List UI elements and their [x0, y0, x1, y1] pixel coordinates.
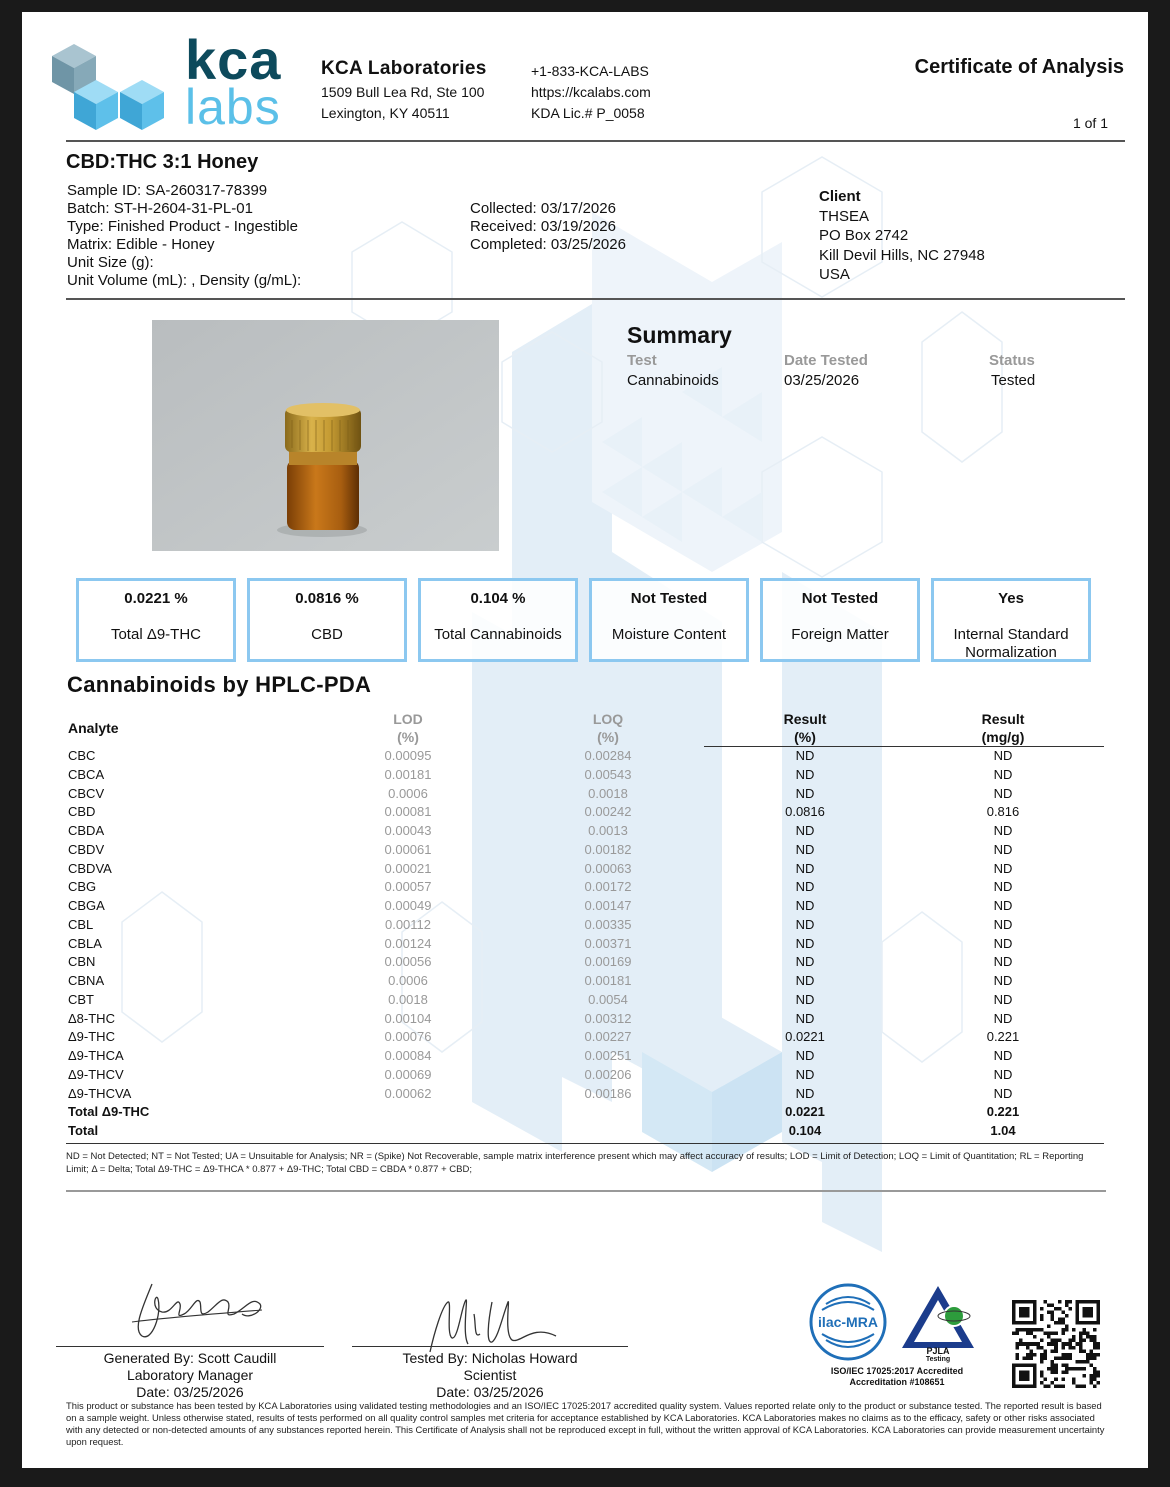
accreditation-number: Accreditation #108651: [849, 1377, 945, 1387]
cbd-box: [247, 578, 407, 662]
result-pct-cell: ND: [795, 1010, 815, 1026]
client-label: Client: [819, 188, 861, 205]
total-cannabinoids-label: Total Cannabinoids: [434, 626, 562, 643]
logo-kca-text: kca: [185, 28, 282, 91]
loq-cell: 0.00172: [584, 879, 632, 895]
lod-cell: 0.00021: [384, 860, 432, 876]
lod-cell: 0.00062: [384, 1085, 432, 1101]
table-row: [68, 879, 1104, 898]
table-bottom-rule: [66, 1143, 1104, 1144]
client-name: THSEA: [819, 207, 870, 225]
result-mg-cell: ND: [993, 1048, 1013, 1063]
analyte-cell: CBN: [68, 954, 96, 970]
table-row: [68, 917, 1104, 936]
product-photo: [152, 320, 499, 551]
table-row: [68, 936, 1104, 955]
lod-cell: 0.00112: [384, 916, 432, 932]
result-pct-cell: ND: [795, 841, 815, 857]
sample-dates: [470, 200, 626, 254]
loq-cell: 0.00335: [584, 916, 632, 932]
result-mg-cell: ND: [993, 879, 1013, 895]
loq-cell: 0.00182: [584, 841, 632, 857]
lod-cell: 0.00181: [384, 766, 432, 782]
table-row: [68, 842, 1104, 861]
lod-cell: 0.00124: [384, 935, 432, 951]
lod-cell: 0.0006: [388, 973, 428, 988]
lod-cell: 0.00057: [384, 879, 432, 895]
normalization-value: Yes: [998, 590, 1024, 607]
loq-cell: 0.00371: [584, 935, 632, 951]
loq-cell: 0.0054: [588, 991, 628, 1007]
normalization-box: [931, 578, 1091, 662]
cbd-label: CBD: [311, 626, 343, 643]
summary-col-status: Status: [989, 352, 1035, 369]
loq-cell: 0.0013: [588, 823, 628, 838]
sig1-date: Date: 03/25/2026: [136, 1384, 244, 1400]
analyte-cell: CBDV: [68, 841, 105, 857]
loq-cell: 0.00169: [584, 954, 632, 970]
coa-page: [22, 12, 1148, 1468]
loq-cell: 0.00312: [584, 1010, 632, 1026]
result-pct-cell: ND: [795, 823, 815, 838]
lod-cell: 0.00104: [384, 1010, 432, 1026]
sig2-date: Date: 03/25/2026: [436, 1384, 544, 1400]
lod-cell: 0.00061: [384, 841, 432, 857]
th-result-pct: [750, 710, 860, 746]
analyte-cell: Δ8-THC: [68, 1010, 115, 1026]
completed-date: Completed: 03/25/2026: [470, 236, 626, 253]
result-mg-cell: 0.816: [986, 804, 1020, 820]
result-pct-cell: ND: [795, 898, 815, 913]
table-row: [68, 1011, 1104, 1030]
lab-address-line1: 1509 Bull Lea Rd, Ste 100: [321, 84, 485, 100]
analyte-cell: Δ9-THCA: [68, 1048, 124, 1063]
result-mg-cell: ND: [993, 954, 1013, 970]
result-pct-cell: 0.0816: [785, 804, 825, 820]
table-footnote: ND = Not Detected; NT = Not Tested; UA = Unsuitable for Analysis; NR = (Spike) Not Recoverable, sample matrix interference present which may affect accuracy of results; LOD = Limit of Detection; LOQ = Limit of Quantitation; RL = Reporting Limit; Δ = Delta; Total Δ9-THC = Δ9-THCA * 0.877 + Δ9-THC; Total CBD = CBDA * 0.877 + CBD;: [66, 1151, 1084, 1175]
pjla-testing-text: Testing: [925, 1356, 951, 1363]
th-lod: [358, 710, 458, 746]
sample-id: Sample ID: SA-260317-78399: [67, 182, 268, 199]
lod-cell: 0.00069: [384, 1066, 432, 1082]
result-mg-cell: ND: [993, 785, 1013, 801]
received-date: Received: 03/19/2026: [470, 218, 616, 235]
logo-labs-text: labs: [185, 79, 281, 135]
product-name: CBD:THC 3:1 Honey: [66, 151, 259, 173]
moisture-label: Moisture Content: [611, 626, 727, 643]
table-row: [68, 1086, 1104, 1105]
summary-date: 03/25/2026: [784, 372, 860, 389]
analyte-cell: CBD: [68, 804, 96, 820]
lod-cell: 0.00076: [384, 1029, 432, 1045]
footnote-divider: [66, 1190, 1106, 1192]
lab-license: KDA Lic.# P_0058: [531, 105, 645, 121]
lod-cell: 0.0018: [388, 991, 428, 1007]
analyte-cell: CBLA: [68, 935, 102, 951]
ilac-text: ilac-MRA: [818, 1314, 878, 1330]
summary-title: Summary: [627, 322, 732, 348]
sig2-block: [352, 1350, 628, 1401]
total-analyte-cell: Total: [68, 1123, 99, 1138]
analyte-cell: Δ9-THCV: [68, 1066, 124, 1082]
summary-col-date: Date Tested: [784, 352, 868, 369]
table-row: [68, 954, 1104, 973]
pjla-text: PJLA: [926, 1346, 950, 1356]
th-lod-unit: (%): [397, 729, 419, 745]
moisture-value: Not Tested: [630, 590, 708, 607]
result-mg-cell: ND: [993, 1066, 1013, 1082]
result-mg-cell: ND: [993, 991, 1013, 1007]
signature-scott-caudill: [122, 1274, 272, 1346]
client-block: [819, 187, 985, 285]
sig1-line: [56, 1346, 324, 1347]
lod-cell: 0.00081: [384, 804, 432, 820]
collected-date: Collected: 03/17/2026: [470, 200, 616, 217]
table-row: [68, 973, 1104, 992]
qr-code-icon[interactable]: [1012, 1300, 1100, 1388]
total-row: [68, 1104, 1104, 1123]
th-result-pct-unit: (%): [794, 729, 816, 745]
iso-accreditation: [812, 1366, 982, 1388]
analyte-cell: CBDA: [68, 823, 105, 838]
table-row: [68, 823, 1104, 842]
unit-size: Unit Size (g):: [67, 254, 154, 271]
kca-cubes-logo-icon: [50, 36, 170, 136]
analyte-cell: CBT: [68, 991, 94, 1007]
loq-cell: 0.00284: [584, 748, 632, 763]
product-details: [67, 182, 301, 290]
lab-address-line2: Lexington, KY 40511: [321, 105, 450, 121]
result-pct-cell: ND: [795, 935, 815, 951]
sig2-title: Scientist: [463, 1367, 517, 1383]
sig2-name: Tested By: Nicholas Howard: [402, 1350, 578, 1366]
analyte-cell: CBCA: [68, 766, 105, 782]
result-pct-cell: ND: [795, 973, 815, 988]
header-divider: [66, 140, 1125, 142]
total-row: [68, 1123, 1104, 1142]
loq-cell: 0.00251: [584, 1048, 632, 1063]
table-row: [68, 1048, 1104, 1067]
result-mg-cell: 0.221: [986, 1029, 1020, 1045]
loq-cell: 0.00206: [584, 1066, 632, 1082]
sample-type: Type: Finished Product - Ingestible: [67, 218, 298, 235]
lod-cell: 0.0006: [388, 785, 428, 801]
result-pct-cell: ND: [795, 766, 815, 782]
client-address-line1: PO Box 2742: [819, 227, 909, 244]
th-result-mg: [948, 710, 1058, 746]
iso-text: ISO/IEC 17025:2017 Accredited: [830, 1366, 964, 1376]
analyte-cell: CBC: [68, 748, 96, 763]
result-mg-cell: ND: [993, 766, 1013, 782]
result-pct-cell: ND: [795, 1085, 815, 1101]
analyte-cell: Δ9-THCVA: [68, 1085, 132, 1101]
th-result-mg-label: Result: [981, 711, 1025, 727]
result-pct-cell: ND: [795, 991, 815, 1007]
total-cannabinoids-value: 0.104 %: [470, 590, 526, 607]
normalization-label: Internal Standard Normalization: [953, 626, 1069, 661]
result-pct-cell: ND: [795, 785, 815, 801]
table-row: [68, 767, 1104, 786]
foreign-matter-value: Not Tested: [801, 590, 879, 607]
table-row: [68, 1067, 1104, 1086]
lod-cell: 0.00049: [384, 898, 432, 913]
pjla-logo-icon: [900, 1284, 976, 1350]
th-analyte: Analyte: [68, 720, 119, 736]
th-result-mg-unit: (mg/g): [981, 729, 1025, 745]
moisture-box: [589, 578, 749, 662]
result-mg-cell: ND: [993, 916, 1013, 932]
batch: Batch: ST-H-2604-31-PL-01: [67, 200, 253, 217]
loq-cell: 0.00242: [584, 804, 632, 820]
th-loq-label: LOQ: [592, 711, 624, 727]
analyte-cell: CBNA: [68, 973, 105, 988]
disclaimer-text: This product or substance has been tested by KCA Laboratories using validated testing methodologies and an ISO/IEC 17025:2017 accredited quality system. Values reported relate only to the product or substance tested. The reported result is based on a sample weight. Unless otherwise stated, results of tests performed on all quality control samples met criteria for acceptance established by KCA Laboratories. KCA Laboratories makes no claims as to the efficacy, safety or other risks associated with any detected or non-detected amounts of any substances reported herein. This Certificate of Analysis shall not be reproduced except in full, without the written approval of KCA Laboratories. KCA Laboratories can provide measurement uncertainty upon request.: [66, 1400, 1105, 1447]
th-loq-unit: (%): [597, 729, 619, 745]
total-mg-cell: 0.221: [986, 1104, 1020, 1120]
total-pct-cell: 0.104: [788, 1123, 822, 1138]
cannabinoids-title: Cannabinoids by HPLC-PDA: [67, 672, 372, 697]
result-pct-cell: ND: [795, 748, 815, 763]
page-number: 1 of 1: [1072, 115, 1108, 131]
total-thc-box: [76, 578, 236, 662]
result-pct-cell: ND: [795, 879, 815, 895]
loq-cell: 0.00063: [584, 860, 632, 876]
result-mg-cell: ND: [993, 898, 1013, 913]
sig1-name: Generated By: Scott Caudill: [103, 1350, 277, 1366]
th-result-pct-label: Result: [783, 711, 827, 727]
analyte-cell: CBDVA: [68, 860, 112, 876]
table-row: [68, 804, 1104, 823]
loq-cell: 0.00147: [584, 898, 632, 913]
total-pct-cell: 0.0221: [785, 1104, 825, 1120]
analyte-cell: Δ9-THC: [68, 1029, 115, 1045]
result-pct-cell: 0.0221: [785, 1029, 825, 1045]
table-header-rule: [704, 746, 1104, 747]
analyte-cell: CBGA: [68, 898, 105, 913]
loq-cell: 0.0018: [588, 785, 628, 801]
table-row: [68, 992, 1104, 1011]
loq-cell: 0.00543: [584, 766, 632, 782]
unit-volume: Unit Volume (mL): , Density (g/mL):: [67, 272, 302, 289]
loq-cell: 0.00227: [584, 1029, 632, 1045]
result-mg-cell: ND: [993, 1085, 1013, 1101]
summary-col-test: Test: [627, 352, 657, 369]
summary-test: Cannabinoids: [627, 372, 719, 389]
result-pct-cell: ND: [795, 954, 815, 970]
total-analyte-cell: Total Δ9-THC: [68, 1104, 150, 1120]
lab-phone: +1-833-KCA-LABS: [531, 63, 649, 79]
th-lod-label: LOD: [393, 711, 423, 727]
summary-status: Tested: [991, 372, 1036, 389]
loq-cell: 0.00181: [584, 973, 632, 988]
analyte-cell: CBCV: [68, 785, 105, 801]
sig1-block: [56, 1350, 324, 1401]
lab-website: https://kcalabs.com: [531, 84, 651, 100]
analyte-cell: CBL: [68, 916, 94, 932]
lod-cell: 0.00095: [384, 748, 432, 763]
result-mg-cell: ND: [993, 973, 1013, 988]
foreign-matter-box: [760, 578, 920, 662]
client-country: USA: [819, 266, 850, 283]
loq-cell: 0.00186: [584, 1085, 632, 1101]
result-pct-cell: ND: [795, 860, 815, 876]
result-pct-cell: ND: [795, 916, 815, 932]
client-address-line2: Kill Devil Hills, NC 27948: [819, 246, 985, 264]
result-mg-cell: ND: [993, 935, 1013, 951]
matrix: Matrix: Edible - Honey: [67, 236, 215, 253]
th-loq: [558, 710, 658, 746]
doc-title: Certificate of Analysis: [914, 56, 1124, 78]
analyte-cell: CBG: [68, 879, 97, 895]
table-row: [68, 898, 1104, 917]
sig2-line: [352, 1346, 628, 1347]
total-thc-value: 0.0221 %: [124, 590, 188, 607]
result-pct-cell: ND: [795, 1048, 815, 1063]
total-thc-label: Total Δ9-THC: [110, 626, 202, 643]
result-mg-cell: ND: [993, 1010, 1013, 1026]
total-cannabinoids-box: [418, 578, 578, 662]
cbd-value: 0.0816 %: [295, 590, 359, 607]
result-pct-cell: ND: [795, 1066, 815, 1082]
result-mg-cell: ND: [993, 823, 1013, 838]
lod-cell: 0.00043: [384, 823, 432, 838]
total-mg-cell: 1.04: [990, 1123, 1016, 1138]
table-row: [68, 786, 1104, 805]
lod-cell: 0.00084: [384, 1048, 432, 1063]
lab-name: KCA Laboratories: [321, 58, 487, 79]
table-row: [68, 861, 1104, 880]
result-mg-cell: ND: [993, 748, 1013, 763]
result-mg-cell: ND: [993, 841, 1013, 857]
info-divider: [66, 298, 1125, 300]
lod-cell: 0.00056: [384, 954, 432, 970]
table-row: [68, 748, 1104, 767]
foreign-matter-label: Foreign Matter: [791, 626, 889, 643]
table-row: [68, 1029, 1104, 1048]
sig1-title: Laboratory Manager: [126, 1367, 254, 1383]
result-mg-cell: ND: [993, 860, 1013, 876]
